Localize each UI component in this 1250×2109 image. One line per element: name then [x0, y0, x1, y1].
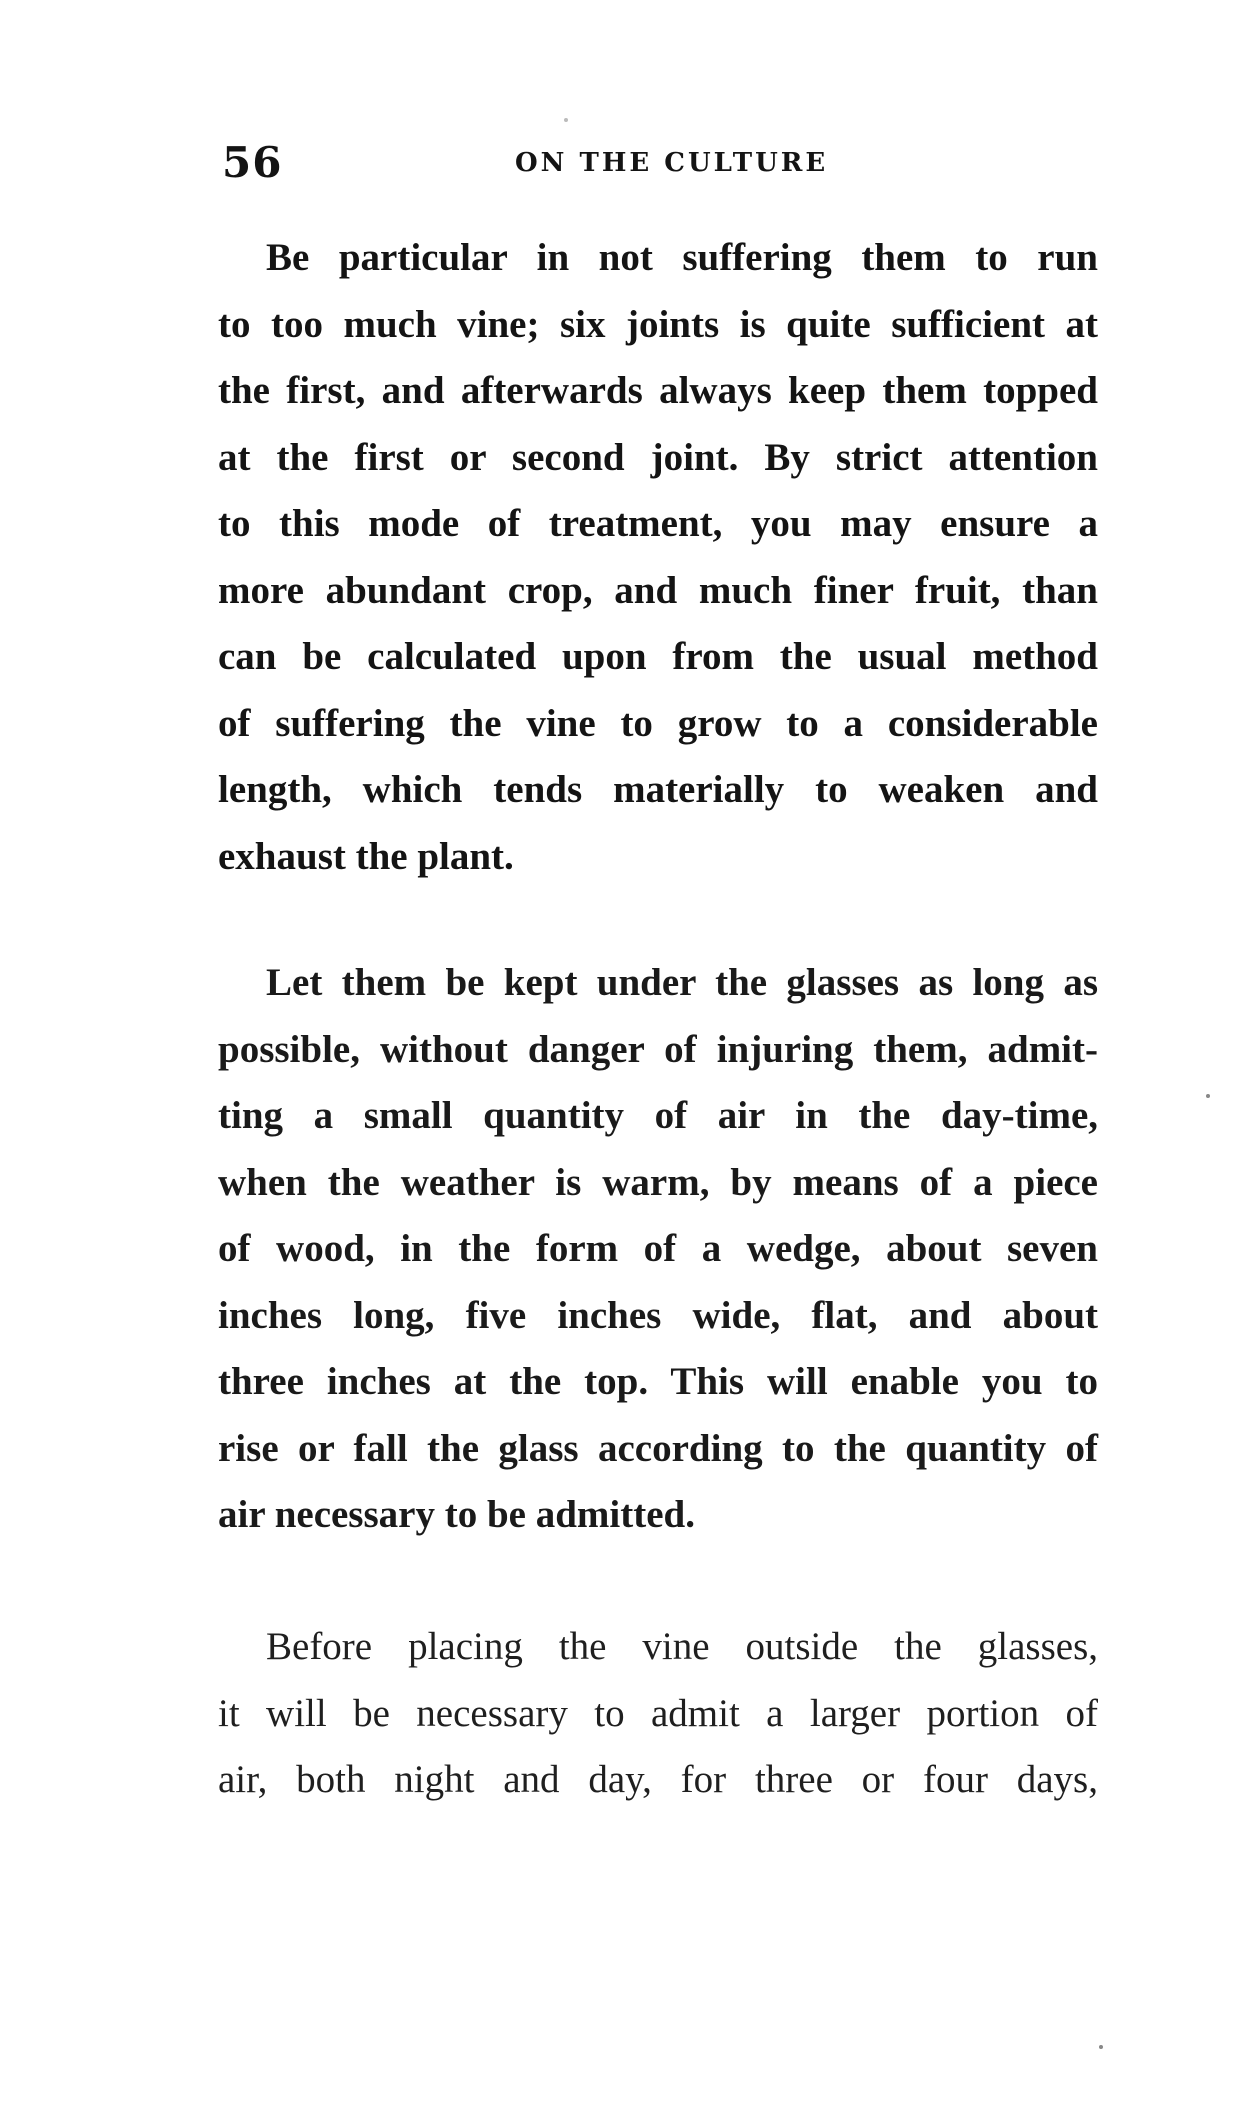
text-line: of suffering the vine to grow to a considerable — [218, 701, 1098, 745]
print-speck — [1206, 1094, 1210, 1098]
page-number: 56 — [222, 138, 283, 187]
text-line: rise or fall the glass according to the quantity of — [218, 1426, 1098, 1470]
text-line: exhaust the plant. — [218, 834, 514, 878]
paragraph-1 — [218, 225, 1098, 890]
paragraph-3 — [218, 1614, 1098, 1814]
text-line: inches long, five inches wide, flat, and about — [218, 1293, 1098, 1337]
paragraph-2 — [218, 950, 1098, 1549]
text-line: it will be necessary to admit a larger portion of — [218, 1691, 1098, 1735]
text-line: can be calculated upon from the usual method — [218, 635, 1098, 678]
text-line: more abundant crop, and much finer fruit, than — [218, 568, 1098, 612]
text-line: Be particular in not suffering them to run — [266, 236, 1098, 279]
print-speck — [1099, 2045, 1103, 2049]
text-line: ting a small quantity of air in the day-time, — [218, 1094, 1098, 1137]
text-line: air necessary to be admitted. — [218, 1493, 695, 1536]
text-line: three inches at the top. This will enable you to — [218, 1360, 1098, 1403]
text-line: length, which tends materially to weaken and — [218, 768, 1098, 811]
text-line: of wood, in the form of a wedge, about seven — [218, 1227, 1098, 1270]
running-title: ON THE CULTURE — [515, 148, 829, 178]
print-speck — [564, 118, 568, 122]
text-line: to too much vine; six joints is quite sufficient at — [218, 302, 1098, 346]
text-line: at the first or second joint. By strict attention — [218, 435, 1098, 479]
text-line: Let them be kept under the glasses as long as — [266, 961, 1098, 1004]
text-line: possible, without danger of injuring them, admit- — [218, 1027, 1098, 1071]
text-line: Before placing the vine outside the glasses, — [266, 1625, 1098, 1668]
text-line: to this mode of treatment, you may ensure a — [218, 502, 1098, 545]
text-line: the first, and afterwards always keep them topped — [218, 369, 1098, 412]
text-line: air, both night and day, for three or four days, — [218, 1758, 1098, 1801]
text-line: when the weather is warm, by means of a piece — [218, 1160, 1098, 1204]
